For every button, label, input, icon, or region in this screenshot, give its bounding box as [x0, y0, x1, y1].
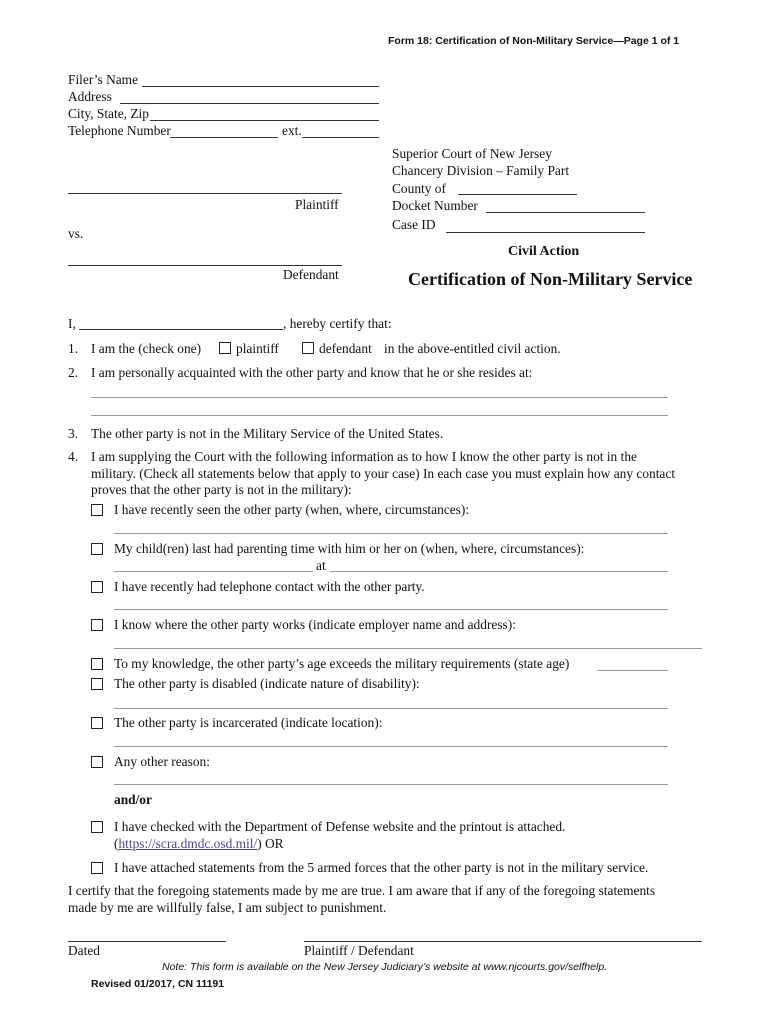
item-4-line-3: proves that the other party is not in the military): [91, 482, 352, 497]
filer-name-field[interactable] [142, 86, 379, 87]
telephone-checkbox[interactable] [91, 581, 103, 593]
dod-label: I have checked with the Department of Defense website and the printout is attached. [114, 819, 566, 834]
disabled-checkbox[interactable] [91, 678, 103, 690]
armed-forces-label: I have attached statements from the 5 armed forces that the other party is not in the military service. [114, 860, 649, 875]
age-field[interactable] [597, 670, 668, 671]
item-4-line-2: military. (Check all statements below that apply to your case) In each case you must explain how any contact [91, 466, 676, 481]
telephone-field[interactable] [114, 609, 668, 610]
dod-or-label: ) OR [257, 836, 284, 851]
parenting-place-field[interactable] [330, 571, 668, 572]
filer-ext-label: ext. [282, 123, 302, 138]
certify-line-1: I certify that the foregoing statements made by me are true. I am aware that if any of the foregoing statements [68, 883, 656, 898]
employer-field[interactable] [114, 648, 702, 649]
court-name: Superior Court of New Jersey [392, 146, 552, 161]
filer-address-field[interactable] [120, 103, 379, 104]
filer-name-label: Filer’s Name [68, 72, 139, 87]
court-division: Chancery Division – Family Part [392, 163, 570, 178]
andor-label: and/or [114, 792, 152, 807]
employer-checkbox[interactable] [91, 619, 103, 631]
seen-label: I have recently seen the other party (when, where, circumstances): [114, 502, 470, 517]
incarcerated-checkbox[interactable] [91, 717, 103, 729]
intro-certify-text: , hereby certify that: [283, 316, 392, 331]
filer-phone-label: Telephone Number [68, 123, 171, 138]
item-3-text: The other party is not in the Military Service of the United States. [91, 426, 444, 441]
defendant-field[interactable] [68, 265, 342, 266]
item-4-number: 4. [68, 449, 79, 464]
filer-city-field[interactable] [150, 120, 379, 121]
defendant-checkbox-label: defendant [319, 341, 372, 356]
dod-paren-open: ( [114, 836, 119, 851]
other-reason-field[interactable] [114, 784, 668, 785]
certifier-name-field[interactable] [79, 329, 283, 330]
item-1-text: I am the (check one) [91, 341, 202, 356]
date-field[interactable] [68, 941, 226, 942]
incarcerated-field[interactable] [114, 746, 668, 747]
filer-phone-field[interactable] [170, 137, 278, 138]
county-field[interactable] [458, 194, 577, 195]
vs-label: vs. [68, 226, 84, 241]
filer-address-label: Address [68, 89, 112, 104]
filer-city-label: City, State, Zip [68, 106, 149, 121]
dod-checkbox[interactable] [91, 821, 103, 833]
armed-forces-checkbox[interactable] [91, 862, 103, 874]
defendant-label: Defendant [283, 267, 339, 282]
disabled-label: The other party is disabled (indicate nature of disability): [114, 676, 420, 691]
residence-line-2[interactable] [91, 415, 668, 416]
age-label: To my knowledge, the other party’s age exceeds the military requirements (state age) [114, 656, 570, 671]
plaintiff-field[interactable] [68, 193, 342, 194]
footer-note: Note: This form is available on the New Jersey Judiciary’s website at www.njcourts.gov/selfhelp. [162, 961, 608, 973]
signature-label: Plaintiff / Defendant [304, 943, 414, 958]
revision-label: Revised 01/2017, CN 11191 [91, 978, 225, 990]
page-title: Certification of Non-Military Service [408, 269, 693, 289]
age-checkbox[interactable] [91, 658, 103, 670]
disabled-field[interactable] [114, 708, 668, 709]
docket-label: Docket Number [392, 198, 478, 213]
signature-field[interactable] [304, 941, 702, 942]
other-reason-checkbox[interactable] [91, 756, 103, 768]
filer-ext-field[interactable] [302, 137, 379, 138]
parenting-checkbox[interactable] [91, 543, 103, 555]
parenting-date-field[interactable] [114, 571, 313, 572]
form-header-title: Form 18: Certification of Non-Military Service—Page 1 of 1 [388, 35, 680, 47]
item-1-number: 1. [68, 341, 79, 356]
item-2-number: 2. [68, 365, 79, 380]
seen-checkbox[interactable] [91, 504, 103, 516]
parenting-at-label: at [316, 558, 326, 573]
case-id-field[interactable] [446, 232, 645, 233]
item-2-text: I am personally acquainted with the other party and know that he or she resides at: [91, 365, 533, 380]
item-3-number: 3. [68, 426, 79, 441]
defendant-checkbox[interactable] [302, 342, 314, 354]
plaintiff-label: Plaintiff [295, 197, 339, 212]
plaintiff-checkbox[interactable] [219, 342, 231, 354]
incarcerated-label: The other party is incarcerated (indicate location): [114, 715, 383, 730]
other-reason-label: Any other reason: [114, 754, 210, 769]
plaintiff-checkbox-label: plaintiff [236, 341, 279, 356]
intro-i-label: I, [68, 316, 76, 331]
dated-label: Dated [68, 943, 100, 958]
employer-label: I know where the other party works (indicate employer name and address): [114, 617, 516, 632]
dod-link-row [114, 836, 284, 852]
telephone-label: I have recently had telephone contact with the other party. [114, 579, 425, 594]
case-id-label: Case ID [392, 217, 436, 232]
parenting-label: My child(ren) last had parenting time with him or her on (when, where, circumstances): [114, 541, 585, 556]
certify-line-2: made by me are willfully false, I am subject to punishment. [68, 900, 387, 915]
civil-action-heading: Civil Action [508, 244, 580, 259]
docket-field[interactable] [486, 212, 645, 213]
item-4-line-1: I am supplying the Court with the following information as to how I know the other party is not in the [91, 449, 637, 464]
item-1-suffix: in the above-entitled civil action. [384, 341, 561, 356]
seen-field[interactable] [114, 533, 668, 534]
residence-line-1[interactable] [91, 397, 668, 398]
dod-website-link[interactable]: https://scra.dmdc.osd.mil/ [118, 836, 258, 851]
county-label: County of [392, 181, 446, 196]
